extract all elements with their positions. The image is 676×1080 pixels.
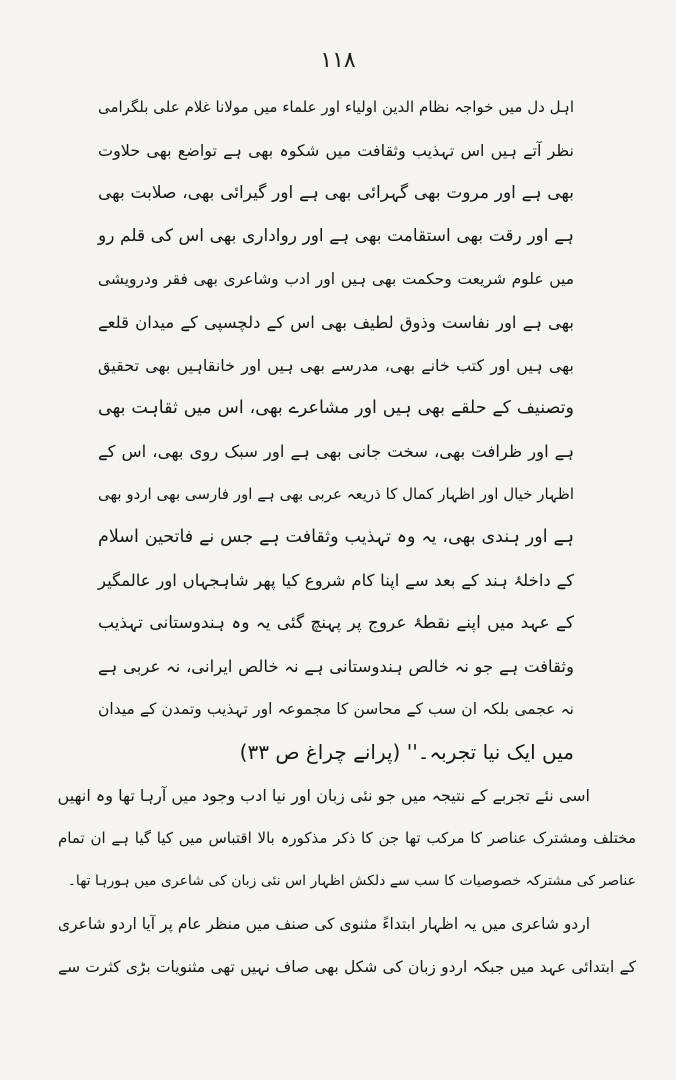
quote-line: اہل دل میں خواجہ نظام الدین اولیاء اور علماء میں مولانا غلام علی بلگرامی: [98, 98, 574, 116]
quote-line: ہے اور رقت بھی استقامت بھی ہے اور رواداری بھی اس کی قلم رو: [98, 226, 574, 246]
page-number: ١١٨: [320, 48, 356, 73]
paragraph-line: اردو شاعری میں یہ اظہار ابتداءً مثنوی کی صنف میں منظر عام پر آیا اردو شاعری: [58, 915, 590, 933]
quote-line: بھی ہیں اور کتب خانے بھی، مدرسے بھی ہیں اور خانقاہیں بھی تحقیق: [98, 356, 574, 375]
quote-line: اظہار خیال اور اظہار کمال کا ذریعہ عربی بھی ہے اور فارسی بھی اردو بھی: [98, 485, 574, 503]
paragraph-line: عناصر کی مشترکہ خصوصیات کا سب سے دلکش اظہار اس نئی زبان کی شاعری میں ہورہا تھا۔: [67, 873, 636, 889]
quote-line: کے عہد میں اپنے نقطۂ عروج پر پہنچ گئی یہ وہ ہندوستانی تہذیب: [98, 613, 574, 633]
quote-line: بھی ہے اور نفاست وذوق لطیف بھی اس کے دلچسپی کے میدان قلعے: [98, 313, 574, 332]
quote-line: نہ عجمی بلکہ ان سب کے محاسن کا مجموعہ اور تہذیب وتمدن کے میدان: [98, 700, 574, 718]
quote-line: میں علوم شریعت وحکمت بھی ہیں اور ادب وشاعری بھی فقر ودرویشی: [98, 270, 574, 288]
page-body: [18, 86, 654, 989]
paragraph-line: اسی نئے تجربے کے نتیجہ میں جو نئی زبان اور نیا ادب وجود میں آرہا تھا وہ انھیں: [57, 786, 590, 805]
quote-citation-line: میں ایک نیا تجربہ۔'' (پرانے چراغ ص ۳۳): [239, 740, 574, 764]
paragraph-line: مختلف ومشترک عناصر کا مرکب تھا جن کا ذکر مذکورہ بالا اقتباس میں کیا گیا ہے ان تمام: [58, 829, 636, 847]
quote-line: نظر آتے ہیں اس تہذیب وثقافت میں شکوہ بھی ہے تواضع بھی حلاوت: [98, 141, 574, 160]
quote-line: بھی ہے اور مروت بھی گہرائی بھی ہے اور گیرائی بھی، صلابت بھی: [98, 183, 574, 203]
quote-line: کے داخلۂ ہند کے بعد سے اپنا کام شروع کیا پھر شاہجہاں اور عالمگیر: [98, 571, 574, 590]
paragraph-line: کے ابتدائی عہد میں جبکہ اردو زبان کی شکل بھی صاف نہیں تھی مثنویات بڑی کثرت سے: [58, 958, 636, 976]
quote-line: وتصنیف کے حلقے بھی ہیں اور مشاعرے بھی، اس میں ثقاہت بھی: [98, 398, 574, 418]
quote-line: ہے اور ہندی بھی، یہ وہ تہذیب وثقافت ہے جس نے فاتحین اسلام: [98, 527, 574, 547]
quote-line: ہے اور ظرافت بھی، سخت جانی بھی ہے اور سبک روی بھی، اس کے: [98, 442, 574, 461]
quote-line: وثقافت ہے جو نہ خالص ہندوستانی ہے نہ خالص ایرانی، نہ عربی ہے: [98, 657, 574, 676]
